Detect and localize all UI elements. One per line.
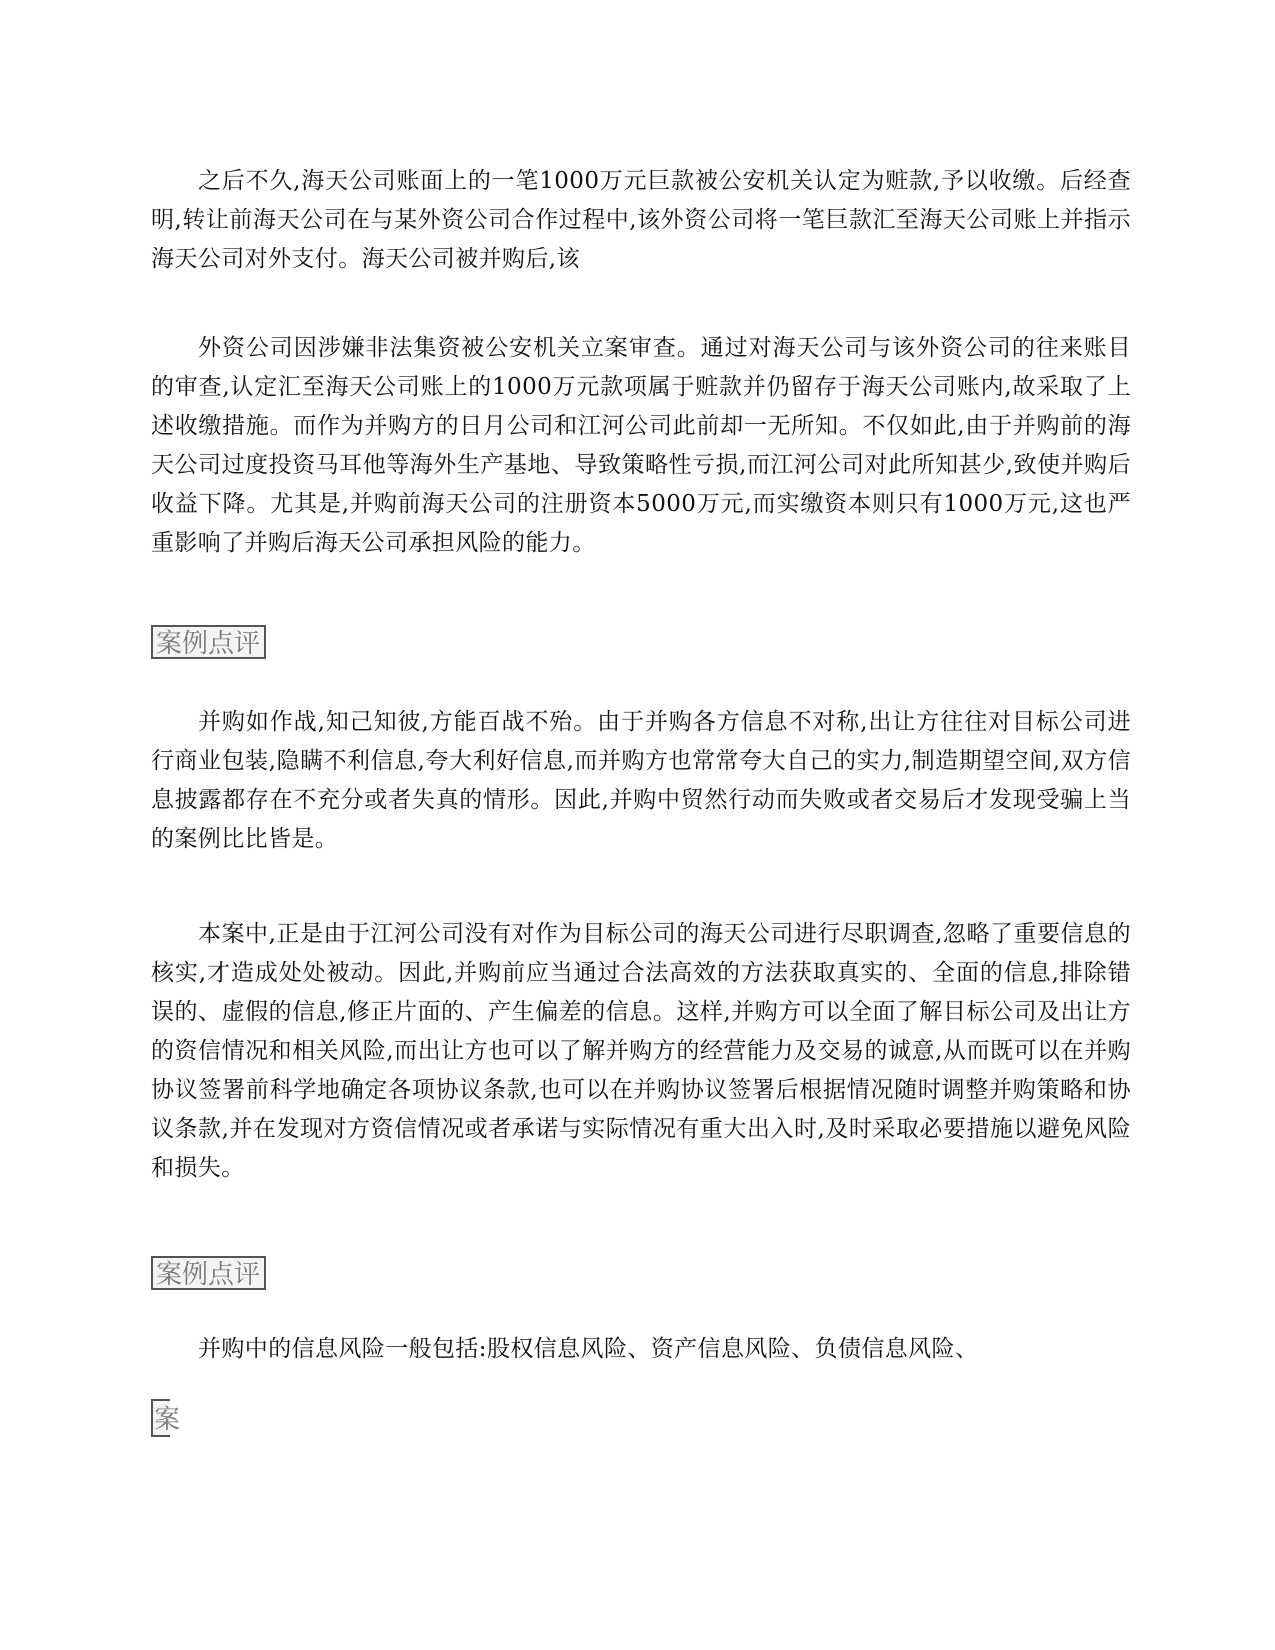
- case-review-label-partial: 案: [151, 1399, 170, 1437]
- case-review-label: 案例点评: [151, 1256, 266, 1290]
- paragraph-merger-information-asymmetry: 并购如作战,知己知彼,方能百战不殆。由于并购各方信息不对称,出让方往往对目标公司进行商业包装,隐瞒不利信息,夸大利好信息,而并购方也常常夸大自己的实力,制造期望空间,双方信息披露都存在不充分或者失真的情形。因此,并购中贸然行动而失败或者交易后才发现受骗上当的案例比比皆是。: [151, 709, 1131, 852]
- paragraph-foreign-company-investigation: 外资公司因涉嫌非法集资被公安机关立案审查。通过对海天公司与该外资公司的往来账目的审查,认定汇至海天公司账上的1000万元款项属于赃款并仍留存于海天公司账内,故采取了上述收缴措施。而作为并购方的日月公司和江河公司此前却一无所知。不仅如此,由于并购前的海天公司过度投资马耳他等海外生产基地、导致策略性亏损,而江河公司对此所知甚少,致使并购后收益下降。尤其是,并购前海天公司的注册资本5000万元,而实缴资本则只有1000万元,这也严重影响了并购后海天公司承担风险的能力。: [151, 335, 1131, 556]
- paragraph-account-seizure: 之后不久,海天公司账面上的一笔1000万元巨款被公安机关认定为赃款,予以收缴。后经查明,转让前海天公司在与某外资公司合作过程中,该外资公司将一笔巨款汇至海天公司账上并指示海天公司对外支付。海天公司被并购后,该: [151, 168, 1131, 272]
- case-review-label: 案例点评: [151, 625, 266, 659]
- paragraph-information-risk-types: 并购中的信息风险一般包括:股权信息风险、资产信息风险、负债信息风险、: [198, 1336, 979, 1362]
- paragraph-due-diligence: 本案中,正是由于江河公司没有对作为目标公司的海天公司进行尽职调查,忽略了重要信息的核实,才造成处处被动。因此,并购前应当通过合法高效的方法获取真实的、全面的信息,排除错误的、虚假的信息,修正片面的、产生偏差的信息。这样,并购方可以全面了解目标公司及出让方的资信情况和相关风险,而出让方也可以了解并购方的经营能力及交易的诚意,从而既可以在并购协议签署前科学地确定各项协议条款,也可以在并购协议签署后根据情况随时调整并购策略和协议条款,并在发现对方资信情况或者承诺与实际情况有重大出入时,及时采取必要措施以避免风险和损失。: [151, 921, 1131, 1181]
